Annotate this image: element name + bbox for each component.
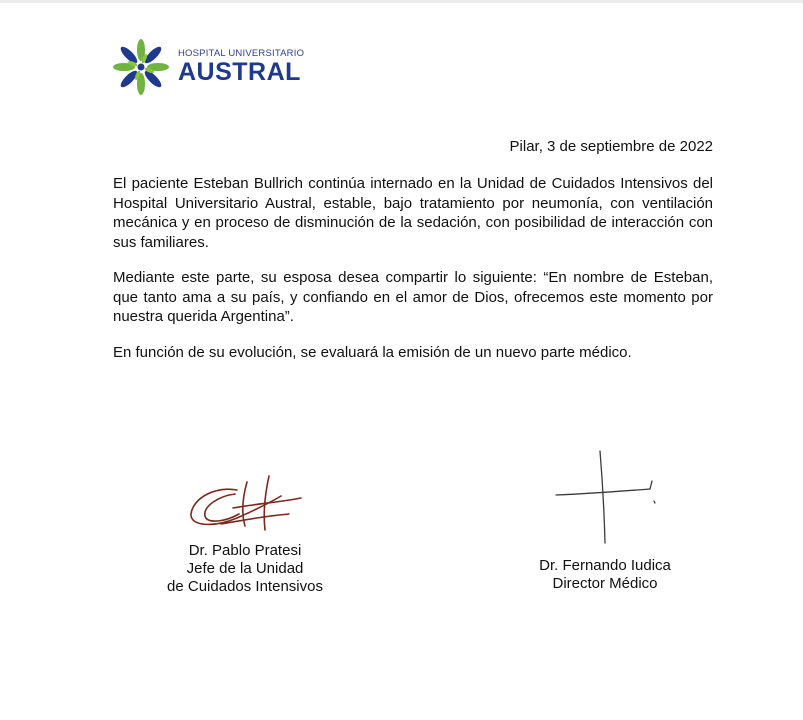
signatory-role-line2: de Cuidados Intensivos	[167, 578, 323, 595]
paragraph-family-message: Mediante este parte, su esposa desea compartir lo siguiente: “En nombre de Esteban, que tanto ama a su país, y confiando en el amor de Dios, ofrecemos este momento por nuestra querida Argentina”.	[113, 269, 713, 325]
handwritten-signature-icon	[550, 445, 660, 553]
signature-block-pratesi	[145, 468, 345, 596]
signatory-role-line1: Jefe de la Unidad	[186, 560, 304, 577]
hospital-logo	[110, 36, 304, 98]
signature-block-iudica	[515, 445, 695, 593]
logo-subtitle: HOSPITAL UNIVERSITARIO	[178, 47, 305, 59]
signatory-name: Dr. Fernando Iudica	[539, 557, 671, 574]
paragraph-status: El paciente Esteban Bullrich continúa internado en la Unidad de Cuidados Intensivos del Hospital Universitario Austral, estable, bajo tratamiento por neumonía, con ventilación mecánica y en proceso de disminución de la sedación, con posibilidad de interacción con sus familiares.	[113, 175, 713, 251]
signatory-role-line1: Director Médico	[552, 575, 658, 592]
flower-logo-icon	[110, 36, 172, 98]
top-border	[0, 0, 803, 3]
paragraph-next-report: En función de su evolución, se evaluará la emisión de un nuevo parte médico.	[113, 343, 632, 361]
signatory-name: Dr. Pablo Pratesi	[188, 542, 302, 559]
letter-body	[113, 174, 713, 378]
handwritten-signature-icon	[185, 468, 305, 538]
letter-date: Pilar, 3 de septiembre de 2022	[509, 138, 713, 155]
logo-title: AUSTRAL	[178, 58, 301, 87]
